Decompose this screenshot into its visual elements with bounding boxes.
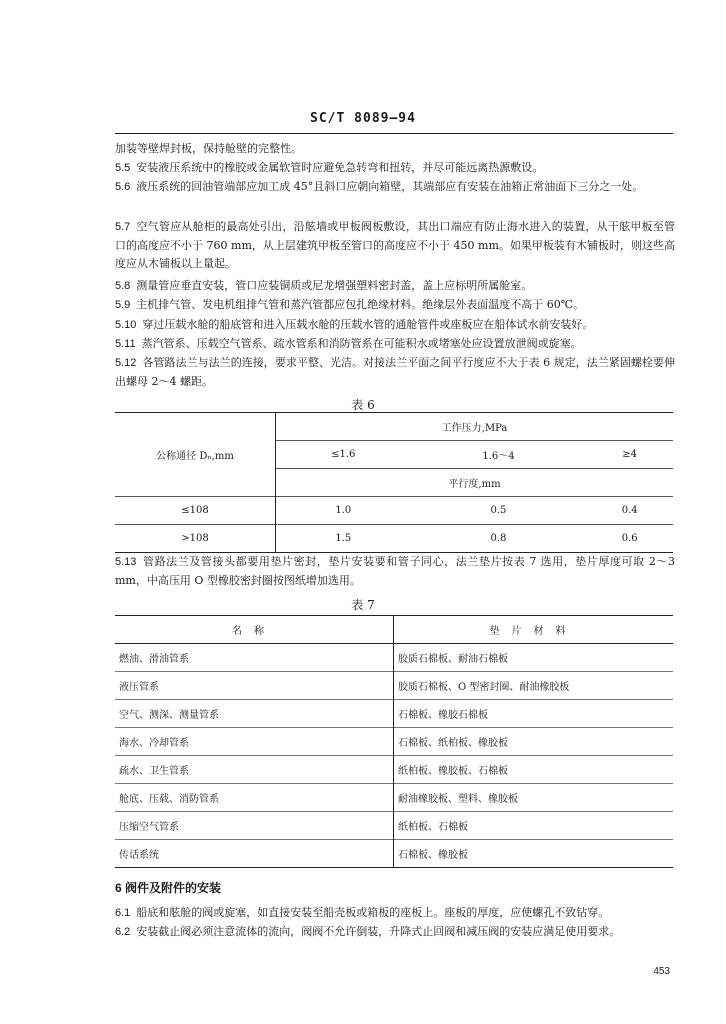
header-rule [115, 133, 673, 134]
table-row [115, 756, 673, 784]
clause-number: 6.1 [115, 907, 131, 919]
table-cell: 1.5 [276, 525, 411, 553]
clause-number: 5.13 [115, 556, 137, 568]
table-cell: 0.4 [586, 497, 673, 525]
paragraph-text: 测量管应垂直安装，管口应装铜质或尼龙增强塑料密封盖，盖上应标明所属舱室。 [136, 279, 533, 292]
paragraph-text: 安装液压系统中的橡胶或金属软管时应避免急转弯和扭转，并尽可能远离热源敷设。 [136, 161, 544, 174]
paragraph-5-12 [115, 354, 675, 391]
paragraph-5-9 [115, 296, 675, 315]
table-7-col-material: 垫片材料 [394, 616, 674, 644]
clause-number: 5.8 [115, 280, 131, 292]
table-cell: 1.0 [276, 497, 411, 525]
table-6-pressure-col: ≥4 [586, 441, 673, 469]
table-cell: 液压管系 [115, 672, 394, 700]
clause-number: 5.7 [115, 221, 131, 233]
table-row [115, 525, 673, 553]
paragraph-text: 各管路法兰与法兰的连接，要求平整、光洁。对接法兰平面之间平行度应不大于表 6 规定，法兰紧固螺栓要伸出螺母 2～4 螺距。 [115, 356, 675, 388]
table-cell: 胶质石棉板、耐油石棉板 [394, 644, 674, 672]
table-row [115, 644, 673, 672]
table-6 [115, 412, 673, 553]
clause-number: 5.5 [115, 162, 131, 174]
table-6-row-header: 公称通径 Dₙ,mm [115, 413, 276, 497]
paragraph-text: 主机排气管、发电机组排气管和蒸汽管都应包扎绝缘材料。绝缘层外表面温度不高于 60℃。 [136, 298, 585, 311]
table-6-dn: ≤108 [115, 497, 276, 525]
table-cell: 0.5 [411, 497, 587, 525]
page-header: SC/T 8089—94 [310, 111, 416, 126]
table-row [115, 784, 673, 812]
paragraph-text: 加装等壁焊封板，保持舱壁的完整性。 [115, 142, 302, 155]
paragraph-6-2 [115, 923, 675, 942]
table-6-pressure-col: ≤1.6 [276, 441, 411, 469]
paragraph-5-8 [115, 277, 675, 296]
table-row [115, 497, 673, 525]
paragraph-5-6 [115, 178, 675, 197]
paragraph-5-10 [115, 316, 675, 335]
table-cell: 石棉板、橡胶板 [394, 840, 674, 868]
table-cell: 传话系统 [115, 840, 394, 868]
page-number: 453 [653, 966, 670, 977]
table-cell: 纸柏板、石棉板 [394, 812, 674, 840]
table-row [115, 700, 673, 728]
clause-number: 5.6 [115, 181, 131, 193]
table-7-caption: 表 7 [351, 598, 375, 612]
table-cell: 燃油、滑油管系 [115, 644, 394, 672]
paragraph-text: 液压系统的回油管端部应加工成 45°且斜口应朝向箱壁，其端部应有安装在油箱正常油面下三分之一处。 [136, 180, 644, 193]
table-6-pressure-col: 1.6～4 [411, 441, 587, 469]
paragraph-5-7 [115, 218, 675, 274]
table-cell: 耐油橡胶板、塑料、橡胶板 [394, 784, 674, 812]
table-cell: 0.8 [411, 525, 587, 553]
paragraph-5-13 [115, 553, 675, 590]
table-cell: 胶质石棉板、O 型密封圈、耐油橡胶板 [394, 672, 674, 700]
clause-number: 5.12 [115, 357, 137, 369]
paragraph-text: 蒸汽管系、压载空气管系、疏水管系和消防管系在可能积水或堵塞处应设置放泄阀或旋塞。 [141, 337, 582, 350]
paragraph-text: 船底和舷舱的阀或旋塞，如直接安装至船壳板或箱板的座板上。座板的厚度，应使螺孔不致钻穿。 [136, 906, 610, 919]
paragraph-6-1 [115, 904, 675, 923]
clause-number: 5.9 [115, 299, 131, 311]
table-cell: 石棉板、橡胶石棉板 [394, 700, 674, 728]
table-7 [115, 615, 673, 868]
paragraph-text: 安装截止阀必须注意流体的流向，阀阀不允许倒装，升降式止回阀和减压阀的安装应满足使用要求。 [136, 925, 621, 938]
paragraph-text: 管路法兰及管接头都要用垫片密封，垫片安装要和管子同心，法兰垫片按表 7 选用，垫片厚度可取 2～3 mm，中高压用 O 型橡胶密封圈按图纸增加选用。 [115, 555, 675, 587]
clause-number: 6.2 [115, 926, 131, 938]
table-cell: 纸柏板、橡胶板、石棉板 [394, 756, 674, 784]
table-cell: 海水、冷却管系 [115, 728, 394, 756]
table-row [115, 728, 673, 756]
section-title: 6 阀件及附件的安装 [115, 881, 222, 895]
table-cell: 疏水、卫生管系 [115, 756, 394, 784]
table-6-pressure-header: 工作压力,MPa [276, 413, 674, 441]
table-6-caption: 表 6 [351, 398, 375, 412]
table-6-dn: >108 [115, 525, 276, 553]
table-cell: 石棉板、纸柏板、橡胶板 [394, 728, 674, 756]
paragraph-text: 穿过压载水舱的船底管和进入压载水舱的压载水管的通舱管件或座板应在船体试水前安装好。 [142, 318, 594, 331]
table-6-parallel-header: 平行度,mm [448, 479, 501, 490]
table-cell: 空气、测深、测量管系 [115, 700, 394, 728]
paragraph-5-5 [115, 159, 675, 178]
clause-number: 5.11 [115, 338, 136, 350]
table-cell: 压缩空气管系 [115, 812, 394, 840]
table-cell: 0.6 [586, 525, 673, 553]
paragraph-continuation [115, 140, 675, 159]
table-row [115, 812, 673, 840]
table-7-col-name: 名称 [115, 616, 394, 644]
table-cell: 舱底、压载、消防管系 [115, 784, 394, 812]
table-row [115, 672, 673, 700]
clause-number: 5.10 [115, 319, 137, 331]
paragraph-text: 空气管应从舱柜的最高处引出，沿舷墙或甲板阀板敷设，其出口端应有防止海水进入的装置，从干舷甲板至管口的高度应不小于 760 mm，从上层建筑甲板至管口的高度应不小于 450 mm。如果甲板装有木铺板时，则这些高度应从木铺板以上量起。 [115, 220, 675, 271]
paragraph-5-11 [115, 335, 675, 354]
table-row [115, 840, 673, 868]
